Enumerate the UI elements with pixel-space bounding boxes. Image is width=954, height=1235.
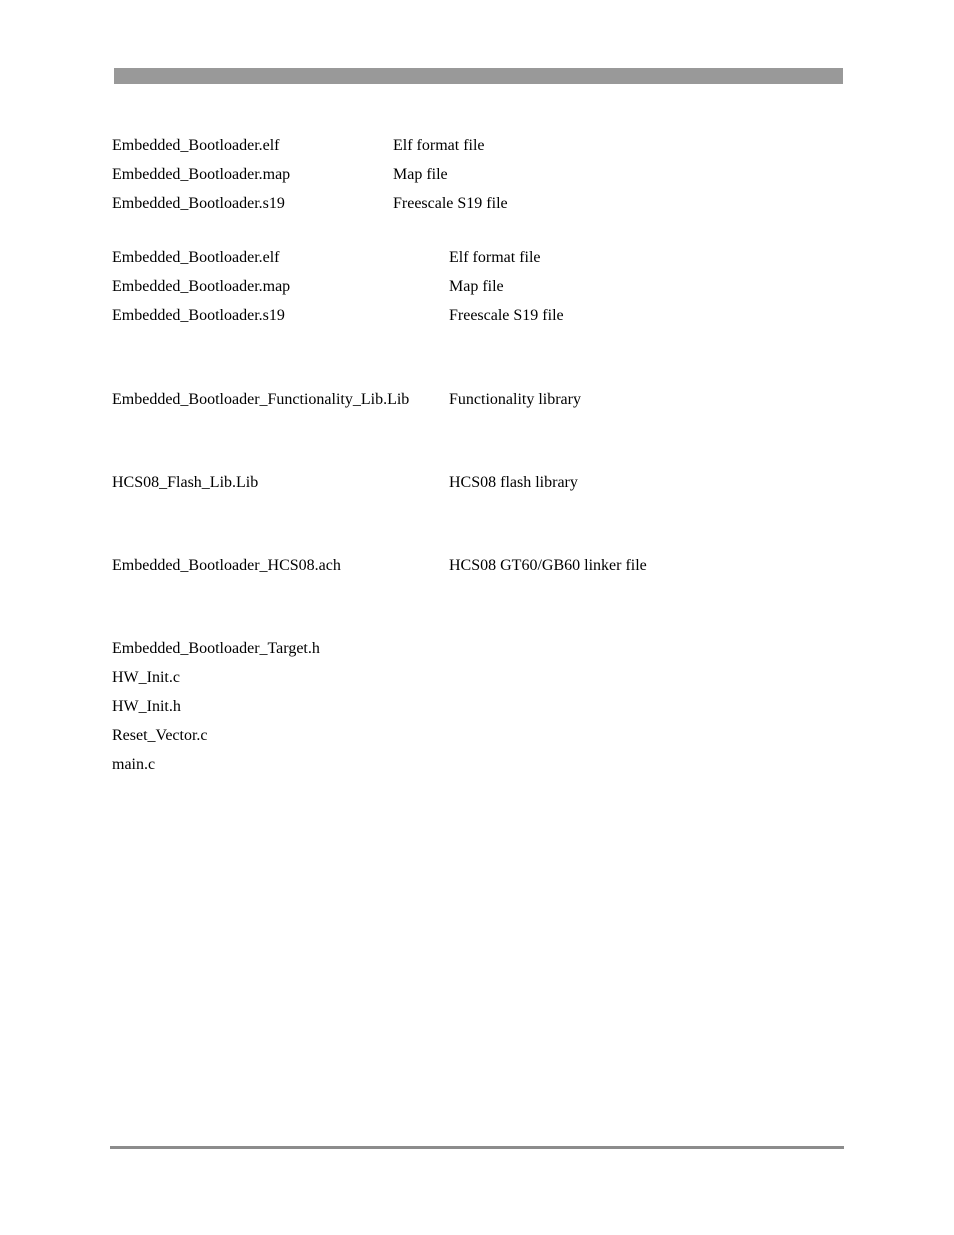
footer-rule xyxy=(110,1146,844,1149)
file-name: HCS08_Flash_Lib.Lib xyxy=(112,474,259,491)
file-description: Elf format file xyxy=(393,137,485,154)
file-name: Embedded_Bootloader.elf xyxy=(112,249,280,266)
file-name: HW_Init.c xyxy=(112,669,180,686)
file-description: Freescale S19 file xyxy=(449,307,564,324)
file-description: Map file xyxy=(393,166,448,183)
file-description: Functionality library xyxy=(449,391,581,408)
file-description: HCS08 GT60/GB60 linker file xyxy=(449,557,647,574)
file-name: Reset_Vector.c xyxy=(112,727,208,744)
file-description: Freescale S19 file xyxy=(393,195,508,212)
file-name: Embedded_Bootloader_Target.h xyxy=(112,640,320,657)
file-name: Embedded_Bootloader.elf xyxy=(112,137,280,154)
file-name: Embedded_Bootloader.map xyxy=(112,166,291,183)
file-name: Embedded_Bootloader_HCS08.ach xyxy=(112,557,341,574)
file-description: Elf format file xyxy=(449,249,541,266)
file-name: HW_Init.h xyxy=(112,698,181,715)
file-name: Embedded_Bootloader.map xyxy=(112,278,291,295)
file-name: Embedded_Bootloader.s19 xyxy=(112,307,285,324)
file-description: Map file xyxy=(449,278,504,295)
file-description: HCS08 flash library xyxy=(449,474,578,491)
header-bar xyxy=(114,68,843,84)
file-name: Embedded_Bootloader_Functionality_Lib.Lib xyxy=(112,391,410,408)
file-name: Embedded_Bootloader.s19 xyxy=(112,195,285,212)
file-name: main.c xyxy=(112,756,156,773)
